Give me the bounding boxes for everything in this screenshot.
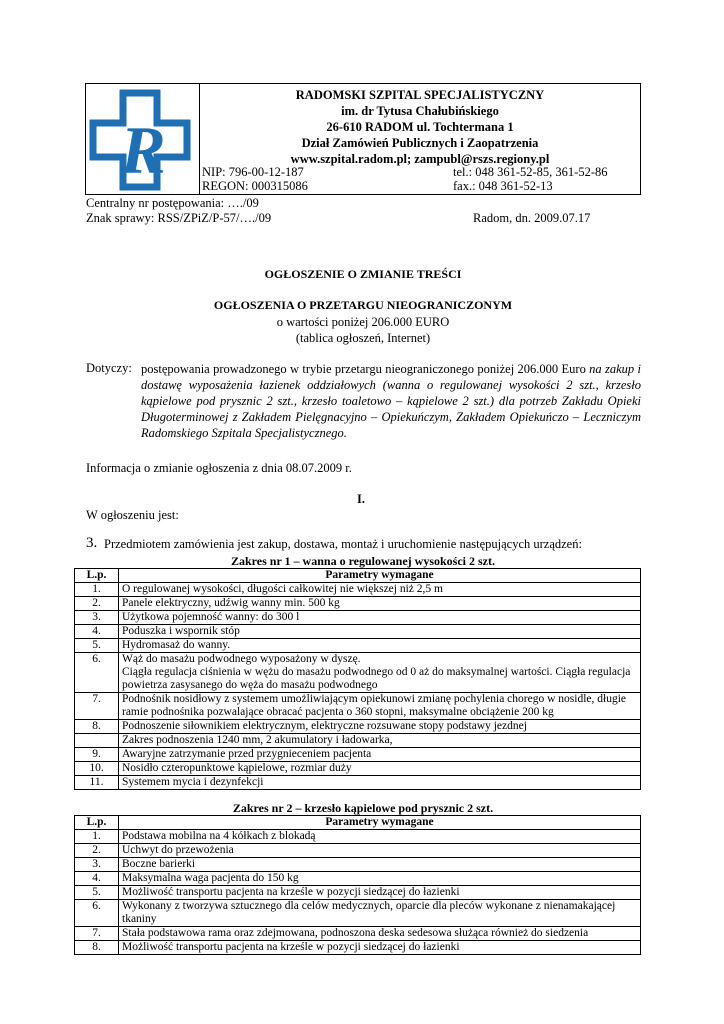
row-parameter-text: Wykonany z tworzywa sztucznego dla celów medycznych, oparcie dla pleców wykonane z nienamakającej tkaniny [122, 900, 616, 925]
table-row [75, 734, 641, 748]
title-line-1: OGŁOSZENIE O ZMIANIE TREŚCI [264, 267, 462, 281]
row-number: 6. [75, 900, 119, 927]
row-number: 1. [75, 830, 119, 844]
row-parameter [119, 583, 641, 597]
hospital-patron: im. dr Tytusa Chałubińskiego [341, 104, 499, 118]
fax: fax.: 048 361-52-13 [453, 179, 553, 193]
table-row [75, 583, 641, 597]
case-sign: Znak sprawy: RSS/ZPiZ/P-57/…./09 [86, 211, 272, 225]
row-parameter-text: Hydromasaż do wanny. [122, 639, 231, 651]
in-notice: W ogłoszeniu jest: [86, 508, 179, 522]
row-number: 8. [75, 941, 119, 955]
hospital-name: RADOMSKI SZPITAL SPECJALISTYCZNY [295, 88, 545, 102]
table-row [75, 872, 641, 886]
table-row [75, 748, 641, 762]
row-parameter-text: Podnośnik nosidłowy z systemem umożliwiającym opiekunowi zmianę pochylenia chorego w nosidle, długie ramie podnośnika pozwalające obracać pacjenta o 360 stopni, maksymalne obciążenie 200 kg [122, 693, 626, 718]
table-row [75, 653, 641, 693]
row-number: 4. [75, 625, 119, 639]
row-parameter [119, 858, 641, 872]
row-parameter-text: Awaryjne zatrzymanie przed przygnieceniem pacjenta [122, 748, 372, 760]
row-number: 9. [75, 748, 119, 762]
table2-caption: Zakres nr 2 – krzesło kąpielowe pod prysznic 2 szt. [232, 801, 494, 815]
change-info: Informacja o zmianie ogłoszenia z dnia 08.07.2009 r. [86, 461, 352, 475]
row-parameter [119, 941, 641, 955]
subject-regular: postępowania prowadzonego w trybie przetargu nieograniczonego poniżej 206.000 Euro [141, 362, 590, 376]
header-text [200, 85, 640, 195]
row-parameter-text: Użytkowa pojemność wanny: do 300 l [122, 611, 300, 623]
table1-caption: Zakres nr 1 – wanna o regulowanej wysokości 2 szt. [230, 554, 496, 568]
row-parameter [119, 597, 641, 611]
row-number: 3. [75, 858, 119, 872]
table2-col-lp: L.p. [75, 816, 119, 830]
row-parameter-text: Możliwość transportu pacjenta na krześle w pozycji siedzącej do łazienki [122, 886, 460, 898]
row-parameter [119, 639, 641, 653]
row-number: 7. [75, 927, 119, 941]
row-parameter [119, 720, 641, 734]
row-parameter [119, 927, 641, 941]
table-row [75, 625, 641, 639]
row-parameter [119, 611, 641, 625]
table-row [75, 941, 641, 955]
cross-r-logo-icon [85, 83, 200, 195]
regon: REGON: 000315086 [202, 179, 308, 193]
telephone: tel.: 048 361-52-85, 361-52-86 [453, 165, 608, 179]
row-number: 4. [75, 872, 119, 886]
section-number: I. [357, 492, 365, 506]
row-number: 5. [75, 886, 119, 900]
row-parameter-text: Systemem mycia i dezynfekcji [122, 776, 264, 788]
row-parameter [119, 844, 641, 858]
table-row [75, 830, 641, 844]
row-parameter [119, 762, 641, 776]
row-parameter-text: Maksymalna waga pacjenta do 150 kg [122, 872, 299, 884]
table1-col-lp: L.p. [75, 569, 119, 583]
table-row [75, 844, 641, 858]
web-email: www.szpital.radom.pl; zampubl@rszs.regiony.pl [290, 152, 550, 166]
table2-header-row [75, 816, 641, 830]
row-parameter-text: Nosidło czteropunktowe kąpielowe, rozmiar duży [122, 762, 352, 774]
place-date: Radom, dn. 2009.07.17 [473, 211, 591, 225]
row-parameter-text: Możliwość transportu pacjenta na krześle w pozycji siedzącej do łazienki [122, 941, 460, 953]
row-number: 10. [75, 762, 119, 776]
table1-header-row [75, 569, 641, 583]
subject-label: Dotyczy: [86, 361, 132, 375]
row-number: 7. [75, 693, 119, 720]
table-row [75, 886, 641, 900]
row-parameter [119, 693, 641, 720]
row-number: 3. [75, 611, 119, 625]
row-number: 2. [75, 597, 119, 611]
row-number: 5. [75, 639, 119, 653]
hospital-address: 26-610 RADOM ul. Tochtermana 1 [326, 120, 514, 134]
subject-text [141, 361, 641, 441]
table1 [74, 568, 641, 790]
table-row [75, 720, 641, 734]
svg-text:R: R [120, 112, 166, 188]
row-parameter [119, 653, 641, 693]
table-row [75, 858, 641, 872]
row-parameter-text: Boczne barierki [122, 858, 196, 870]
table1-col-params: Parametry wymagane [119, 569, 641, 583]
nip: NIP: 796-00-12-187 [202, 165, 304, 179]
row-parameter [119, 625, 641, 639]
table-row [75, 900, 641, 927]
row-parameter [119, 734, 641, 748]
row-parameter-text: O regulowanej wysokości, długości całkowitej nie większej niż 2,5 m [122, 583, 443, 595]
table-row [75, 762, 641, 776]
row-parameter [119, 748, 641, 762]
point-number: 3. [86, 535, 98, 551]
row-parameter-text: Poduszka i wspornik stóp [122, 625, 240, 637]
row-parameter [119, 886, 641, 900]
row-parameter [119, 900, 641, 927]
department: Dział Zamówień Publicznych i Zaopatrzenia [301, 136, 539, 150]
table-row [75, 693, 641, 720]
row-parameter-text: Podstawa mobilna na 4 kółkach z blokadą [122, 830, 316, 842]
row-number [75, 734, 119, 748]
row-parameter-text: Uchwyt do przewożenia [122, 844, 234, 856]
row-parameter-text: Wąż do masażu podwodnego wyposażony w dyszę. [122, 653, 361, 665]
title-line-3: o wartości poniżej 206.000 EURO [276, 315, 450, 329]
row-number: 11. [75, 776, 119, 790]
row-parameter-text-2: Ciągła regulacja ciśnienia w wężu do masażu podwodnego od 0 aż do maksymalnej wartości. Ciągła regulacja powietrza zasysanego do węża do masażu podwodnego [122, 666, 631, 691]
row-parameter [119, 830, 641, 844]
row-parameter [119, 776, 641, 790]
row-parameter-text: Podnoszenie siłownikiem elektrycznym, elektryczne rozsuwane stopy podstawy jezdnej [122, 720, 527, 732]
table-row [75, 639, 641, 653]
table-row [75, 776, 641, 790]
row-number: 6. [75, 653, 119, 693]
hospital-logo [85, 83, 200, 195]
title-line-2: OGŁOSZENIA O PRZETARGU NIEOGRANICZONYM [213, 298, 513, 312]
table-row [75, 597, 641, 611]
title-line-4: (tablica ogłoszeń, Internet) [295, 331, 431, 345]
central-number: Centralny nr postępowania: …./09 [86, 196, 259, 210]
row-parameter-text: Stała podstawowa rama oraz zdejmowana, podnoszona deska sedesowa służąca również do siedzenia [122, 927, 589, 939]
row-parameter-text: Zakres podnoszenia 1240 mm, 2 akumulatory i ładowarka, [122, 734, 393, 746]
table2 [74, 815, 641, 955]
row-number: 8. [75, 720, 119, 734]
table-row [75, 927, 641, 941]
row-number: 1. [75, 583, 119, 597]
table-row [75, 611, 641, 625]
table2-col-params: Parametry wymagane [119, 816, 641, 830]
subject-italic: na zakup i dostawę wyposażenia łazienek oddziałowych (wanna o regulowanej wysokości 2 szt., krzesło kąpielowe pod prysznic 2 szt., krzesło toaletowo – kąpielowe 2 szt.) dla potrzeb Zakładu Opieki Długoterminowej z Zakładem Pielęgnacyjno – Opiekuńczym, Zakładem Opiekuńczo – Leczniczym Radomskiego Szpitala Specjalistycznego. [141, 362, 642, 440]
row-parameter-text: Panele elektryczny, udźwig wanny min. 500 kg [122, 597, 340, 609]
row-number: 2. [75, 844, 119, 858]
point-text: Przedmiotem zamówienia jest zakup, dostawa, montaż i uruchomienie następujących urządzeń: [104, 537, 582, 551]
row-parameter [119, 872, 641, 886]
